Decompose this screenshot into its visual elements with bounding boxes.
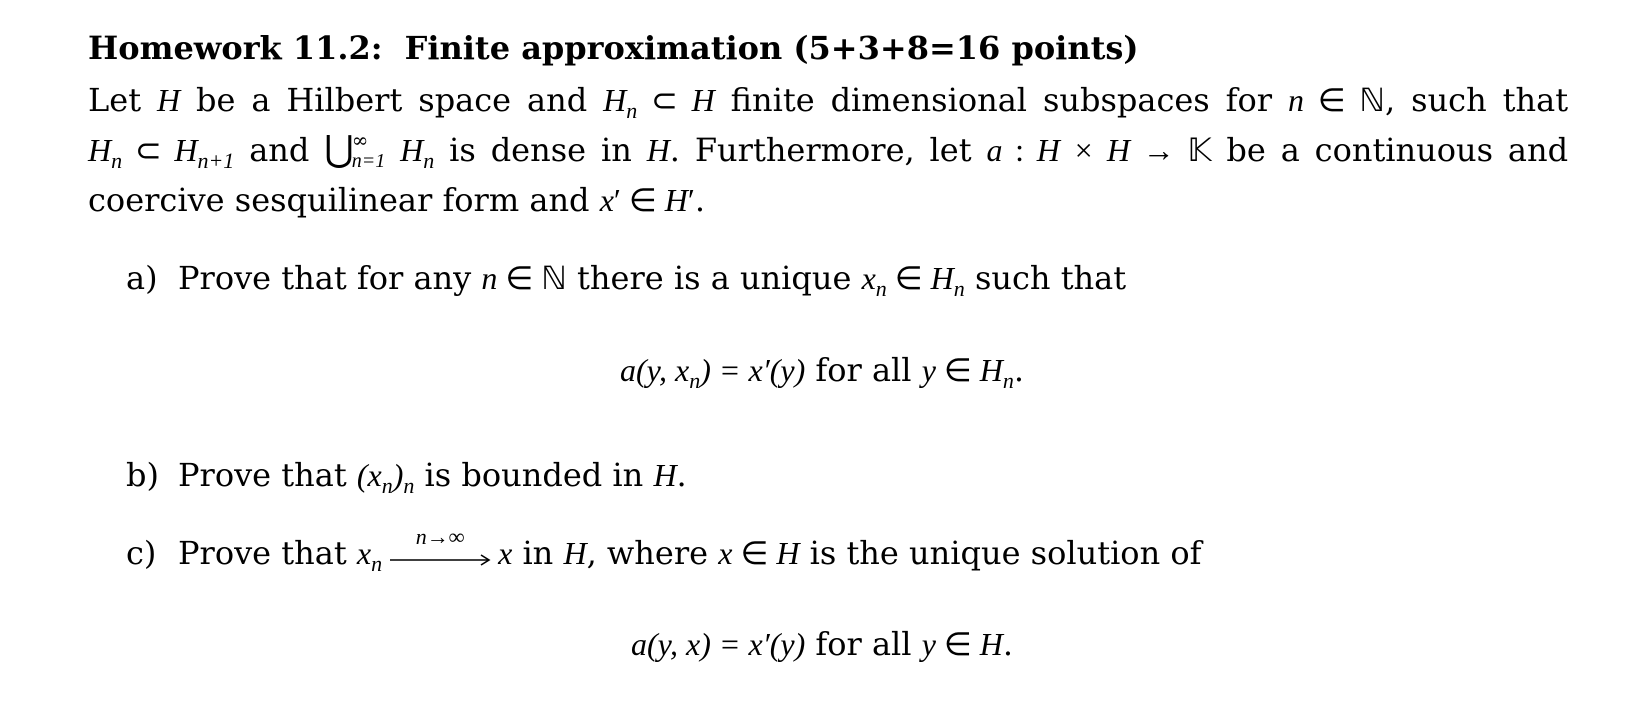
equation-c: a(y, x) = x′(y) for all y ∈ H. — [630, 625, 1014, 663]
convergence-arrow — [388, 524, 492, 568]
homework-number: Homework 11.2: — [88, 29, 383, 67]
item-a-label: a) — [126, 259, 158, 297]
item-c-label: c) — [126, 534, 157, 572]
intro-line-2: $H_n$ ⊂ $H_{n+1}$ and ⋃∞ n=1 $H_n$ is dense in H. Furthermore, let a : H × H → 𝕂 be a continuous and — [88, 128, 1569, 173]
intro-line-3: coercive sesquilinear form and x′ ∈ H′. — [88, 181, 706, 219]
homework-heading — [88, 28, 1139, 68]
right-arrow-icon — [388, 554, 492, 566]
item-c: c) Prove that $x_n$ n→∞ x in H, where x ∈ H is the unique solution of — [126, 524, 1202, 576]
item-a: a) Prove that for any n ∈ ℕ there is a unique $x_n$ ∈ $H_n$ such that — [126, 256, 1126, 300]
item-b-label: b) — [126, 456, 159, 494]
item-b: b) Prove that $(x_n)_n$ is bounded in H. — [126, 453, 687, 497]
homework-title: Finite approximation (5+3+8=16 points) — [404, 29, 1139, 67]
big-union-symbol: ⋃ — [324, 129, 354, 170]
union-limits: ∞ n=1 — [351, 128, 386, 172]
equation-a: a(y, $x_n) = x'(y)$ for all y ∈ $H_n$. — [619, 351, 1025, 393]
intro-line-1: Let H be a Hilbert space and $H_n$ ⊂ H finite dimensional subspaces for n ∈ ℕ, such that — [88, 81, 1569, 123]
convergence-arrow-label: n→∞ — [415, 524, 465, 549]
